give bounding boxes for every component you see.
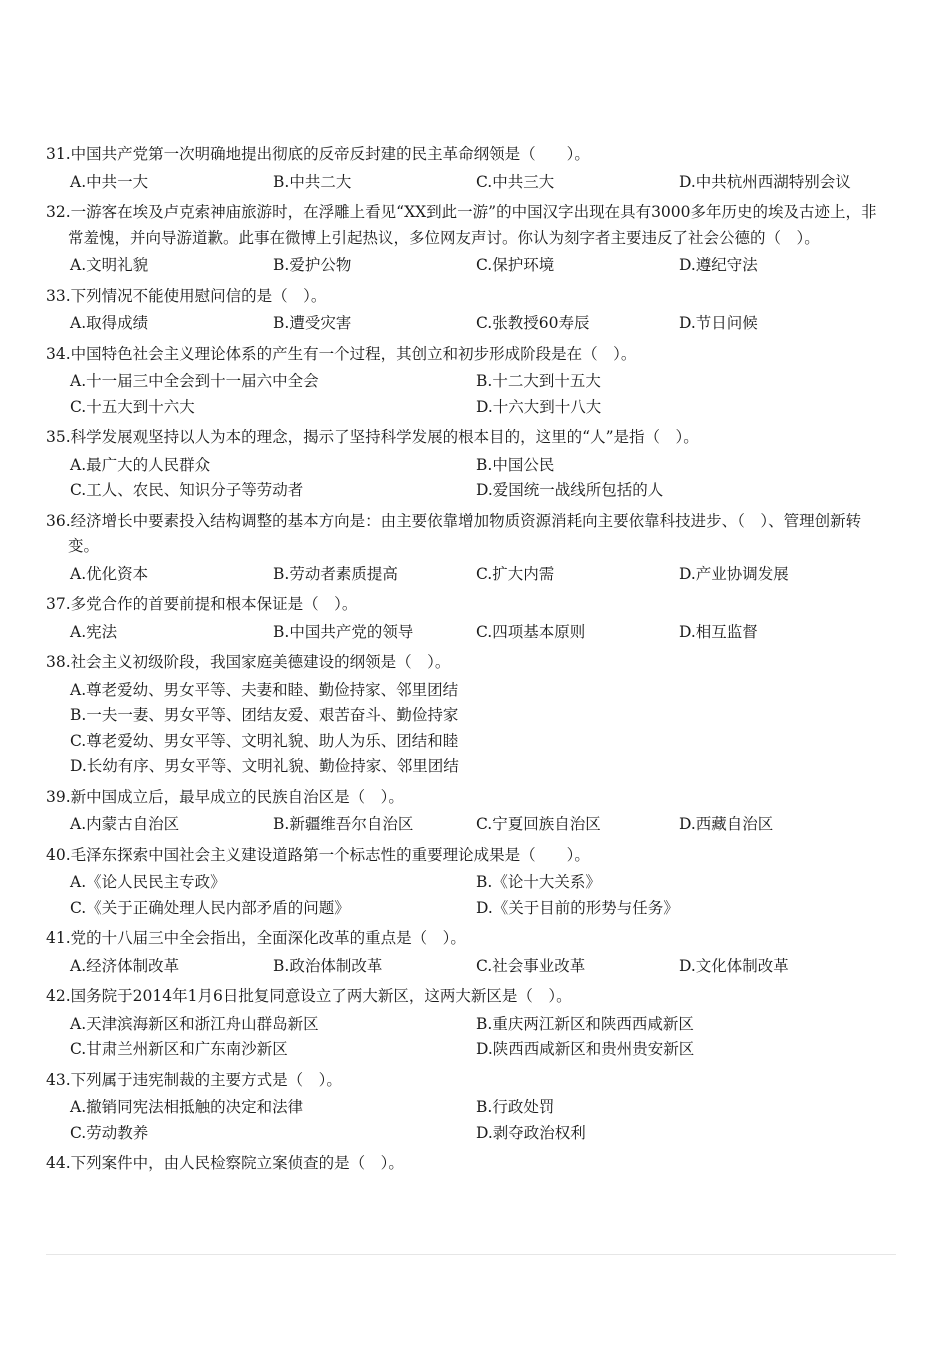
question-34 xyxy=(46,342,886,368)
option-A: A.取得成绩 xyxy=(70,314,149,332)
option-B: B.中国共产党的领导 xyxy=(273,622,414,641)
option-D: D.产业协调发展 xyxy=(679,564,789,583)
option-B: B.劳动者素质提高 xyxy=(273,564,398,583)
options-block xyxy=(70,620,890,646)
option-C: C.保护环境 xyxy=(476,256,555,274)
question-38 xyxy=(46,650,886,676)
question-stem: 39.新中国成立后，最早成立的民族自治区是（ ）。 xyxy=(46,787,404,806)
option-B: B.中共二大 xyxy=(273,172,352,191)
question-37 xyxy=(46,592,886,618)
option-D: D.西藏自治区 xyxy=(679,815,774,833)
option-B: B.十二大到十五大 xyxy=(476,372,601,390)
option-B: B.新疆维吾尔自治区 xyxy=(273,815,414,833)
option-A: A.中共一大 xyxy=(70,172,149,191)
option-C: C.尊老爱幼、男女平等、文明礼貌、助人为乐、团结和睦 xyxy=(70,731,459,750)
option-C: C.四项基本原则 xyxy=(476,622,586,641)
question-stem: 41.党的十八届三中全会指出，全面深化改革的重点是（ ）。 xyxy=(46,929,466,947)
question-stem: 33.下列情况不能使用慰问信的是（ ）。 xyxy=(46,286,327,305)
option-A: A.尊老爱幼、男女平等、夫妻和睦、勤俭持家、邻里团结 xyxy=(70,680,459,699)
option-B: B.遭受灾害 xyxy=(273,314,352,332)
question-stem: 43.下列属于违宪制裁的主要方式是（ ）。 xyxy=(46,1070,342,1089)
option-A: A.内蒙古自治区 xyxy=(70,815,180,833)
question-40 xyxy=(46,843,886,869)
question-stem: 42.国务院于2014年1月6日批复同意设立了两大新区，这两大新区是（ ）。 xyxy=(46,987,572,1005)
option-C: C.扩大内需 xyxy=(476,564,555,583)
option-C: C.社会事业改革 xyxy=(476,956,586,975)
question-33 xyxy=(46,284,886,310)
options-block xyxy=(70,453,890,504)
option-A: A.天津滨海新区和浙江舟山群岛新区 xyxy=(70,1014,319,1033)
options-block xyxy=(70,1012,890,1063)
option-A: A.宪法 xyxy=(70,622,118,641)
question-stem: 44.下列案件中，由人民检察院立案侦查的是（ ）。 xyxy=(46,1154,404,1172)
options-block xyxy=(70,170,890,196)
options-block xyxy=(70,311,890,337)
options-block xyxy=(70,678,890,780)
option-D: D.遵纪守法 xyxy=(679,256,758,274)
option-C: C.中共三大 xyxy=(476,172,555,191)
question-44 xyxy=(46,1151,886,1177)
options-block xyxy=(70,1095,890,1146)
option-B: B.中国公民 xyxy=(476,455,555,474)
option-D: D.《关于目前的形势与任务》 xyxy=(476,898,679,917)
option-C: C.张教授60寿辰 xyxy=(476,314,590,332)
option-B: B.政治体制改革 xyxy=(273,956,383,975)
option-A: A.经济体制改革 xyxy=(70,956,180,975)
option-B: B.行政处罚 xyxy=(476,1098,555,1116)
question-stem: 31.中国共产党第一次明确地提出彻底的反帝反封建的民主革命纲领是（ ）。 xyxy=(46,145,590,163)
option-C: C.《关于正确处理人民内部矛盾的问题》 xyxy=(70,898,350,917)
option-A: A.文明礼貌 xyxy=(70,256,149,274)
option-D: D.相互监督 xyxy=(679,622,758,641)
options-block xyxy=(70,562,890,588)
question-stem: 35.科学发展观坚持以人为本的理念，揭示了坚持科学发展的根本目的，这里的“人”是指（ ）。 xyxy=(46,428,699,446)
option-D: D.节日问候 xyxy=(679,314,758,332)
options-block xyxy=(70,870,890,921)
option-A: A.最广大的人民群众 xyxy=(70,455,211,474)
option-C: C.劳动教养 xyxy=(70,1123,149,1142)
option-B: B.一夫一妻、男女平等、团结友爱、艰苦奋斗、勤俭持家 xyxy=(70,706,459,724)
option-B: B.重庆两江新区和陕西西咸新区 xyxy=(476,1014,694,1033)
question-stem: 36.经济增长中要素投入结构调整的基本方向是：由主要依靠增加物质资源消耗向主要依靠科技进步、（ ）、管理创新转变。 xyxy=(46,511,862,555)
option-B: B.《论十大关系》 xyxy=(476,873,601,891)
question-stem: 40.毛泽东探索中国社会主义建设道路第一个标志性的重要理论成果是（ ）。 xyxy=(46,845,590,864)
option-A: A.优化资本 xyxy=(70,564,149,583)
question-41 xyxy=(46,926,886,952)
option-D: D.剥夺政治权利 xyxy=(476,1123,586,1142)
question-stem: 38.社会主义初级阶段，我国家庭美德建设的纲领是（ ）。 xyxy=(46,653,451,671)
option-D: D.中共杭州西湖特别会议 xyxy=(679,172,851,191)
option-C: C.甘肃兰州新区和广东南沙新区 xyxy=(70,1040,288,1058)
options-block xyxy=(70,954,890,980)
option-D: D.十六大到十八大 xyxy=(476,397,602,416)
option-D: D.文化体制改革 xyxy=(679,956,789,975)
question-36 xyxy=(46,509,886,560)
question-stem: 34.中国特色社会主义理论体系的产生有一个过程，其创立和初步形成阶段是在（ ）。 xyxy=(46,344,637,363)
options-block xyxy=(70,253,890,279)
option-D: D.长幼有序、男女平等、文明礼貌、勤俭持家、邻里团结 xyxy=(70,757,459,775)
option-D: D.爱国统一战线所包括的人 xyxy=(476,481,664,499)
question-42 xyxy=(46,984,886,1010)
question-35 xyxy=(46,425,886,451)
option-A: A.《论人民民主专政》 xyxy=(70,873,226,891)
option-D: D.陕西西咸新区和贵州贵安新区 xyxy=(476,1040,695,1058)
options-block xyxy=(70,812,890,838)
option-C: C.工人、农民、知识分子等劳动者 xyxy=(70,481,304,499)
question-stem: 32.一游客在埃及卢克索神庙旅游时，在浮雕上看见“XX到此一游”的中国汉字出现在具有3000多年历史的埃及古迹上，非常羞愧，并向导游道歉。此事在微博上引起热议，多位网友声讨。你认为刻字者主要违反了社会公德的（ ）。 xyxy=(46,203,877,247)
option-A: A.十一届三中全会到十一届六中全会 xyxy=(70,372,319,390)
option-C: C.十五大到十六大 xyxy=(70,397,195,416)
option-A: A.撤销同宪法相抵触的决定和法律 xyxy=(70,1098,304,1116)
options-block xyxy=(70,369,890,420)
option-C: C.宁夏回族自治区 xyxy=(476,815,601,833)
question-39 xyxy=(46,785,886,811)
question-31 xyxy=(46,142,886,168)
question-43 xyxy=(46,1068,886,1094)
option-B: B.爱护公物 xyxy=(273,256,352,274)
page-divider xyxy=(46,1254,896,1255)
exam-page xyxy=(0,142,950,1177)
question-stem: 37.多党合作的首要前提和根本保证是（ ）。 xyxy=(46,595,358,613)
question-32 xyxy=(46,200,886,251)
